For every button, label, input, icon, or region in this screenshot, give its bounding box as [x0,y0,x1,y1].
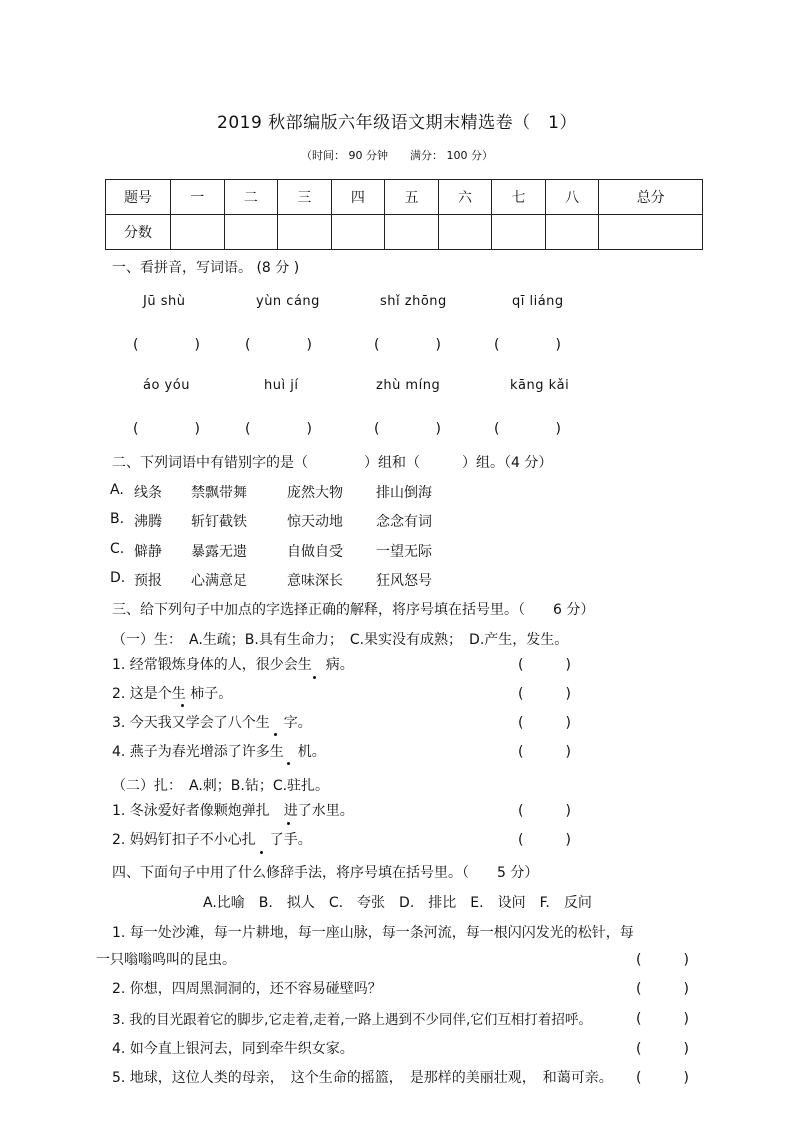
section2-heading: 二、下列词语中有错别字的是（ ）组和（ ）组。（4 分） [112,455,553,471]
table-cell: 二 [224,180,278,215]
score-cell[interactable] [492,215,546,250]
table-cell: 八 [545,180,599,215]
question-item: 2. 妈妈钉扣子不小心扎 了手。 [112,832,312,848]
answer-blank[interactable]: ( ) [518,686,571,702]
option-word: 沸腾 [134,514,162,530]
pinyin: shǐ zhōng [380,294,447,309]
option-word: 斩钉截铁 [191,514,247,530]
pinyin: áo yóu [143,378,190,393]
section3-sub1: （一）生： A.生疏；B.具有生命力； C.果实没有成熟； D.产生，发生。 [112,632,569,648]
emphasis-dot [260,851,263,854]
option-word: 自做自受 [287,544,343,560]
question-item: 2. 你想，四周黑洞洞的，还不容易碰壁吗？ [112,981,382,997]
answer-blank[interactable]: ( ) [518,657,571,673]
question-item: 4. 如今直上银河去，同到牵牛织女家。 [112,1041,354,1057]
option-word: 暴露无遗 [191,544,247,560]
pinyin: huì jí [264,378,299,393]
answer-blank[interactable]: ( ) [636,981,689,997]
score-cell[interactable] [545,215,599,250]
option-word: 狂风怒号 [376,573,432,589]
section3-sub2: （二）扎： A.刺；B.钻；C.驻扎。 [112,778,330,794]
option-letter: D. [110,570,126,586]
score-table [105,179,703,250]
pinyin: Jū shù [143,294,186,309]
pinyin: kāng kǎi [510,378,570,393]
table-cell: 一 [171,180,225,215]
question-item: 4. 燕子为春光增添了许多生 机。 [112,744,326,760]
option-word: 预报 [134,573,162,589]
emphasis-dot [313,676,316,679]
option-word: 惊天动地 [287,514,343,530]
page-title: 2019 秋部编版六年级语文期末精选卷（ 1） [217,113,577,133]
question-item: 3. 今天我又学会了八个生 字。 [112,715,312,731]
score-cell[interactable] [331,215,385,250]
score-cell[interactable] [278,215,332,250]
option-word: 庞然大物 [287,485,343,501]
option-word: 意味深长 [287,573,343,589]
question-item: 1. 冬泳爱好者像颗炮弹扎 进了水里。 [112,803,354,819]
question-item: 1. 经常锻炼身体的人，很少会生 病。 [112,657,354,673]
answer-blank[interactable]: ( ) [133,421,200,437]
pinyin: yùn cáng [256,294,320,309]
answer-blank[interactable]: ( ) [518,744,571,760]
emphasis-dot [274,733,277,736]
answer-blank[interactable]: ( ) [636,1041,689,1057]
question-item: 5. 地球，这位人类的母亲， 这个生命的摇篮， 是那样的美丽壮观， 和蔼可亲。 [112,1070,613,1086]
score-cell[interactable] [599,215,703,250]
option-word: 一望无际 [376,544,432,560]
score-cell[interactable] [224,215,278,250]
emphasis-dot [181,704,184,707]
option-word: 排山倒海 [376,485,432,501]
option-word: 线条 [134,485,162,501]
question-item: 2. 这是个生 柿子。 [112,686,233,702]
answer-blank[interactable]: ( ) [636,1011,689,1027]
section3-heading: 三、给下列句子中加点的字选择正确的解释，将序号填在括号里。（ 6 分） [112,602,595,618]
score-cell[interactable] [385,215,439,250]
table-cell: 总分 [599,180,703,215]
option-letter: C. [110,541,125,557]
answer-blank[interactable]: ( ) [245,421,312,437]
section4-heading: 四、下面句子中用了什么修辞手法，将序号填在括号里。（ 5 分） [112,865,539,881]
answer-blank[interactable]: ( ) [245,337,312,353]
table-cell: 题号 [106,180,171,215]
pinyin: zhù míng [376,378,441,393]
table-cell: 五 [385,180,439,215]
question-item-continued: 一只嗡嗡鸣叫的昆虫。 [96,952,236,968]
option-word: 心满意足 [191,573,247,589]
section1-heading: 一、看拼音，写词语。 (8 分 ) [112,260,300,276]
score-table-score-row [106,215,703,250]
table-cell: 四 [331,180,385,215]
option-word: 禁飘带舞 [191,485,247,501]
table-cell: 三 [278,180,332,215]
table-cell: 分数 [106,215,171,250]
answer-blank[interactable]: ( ) [518,715,571,731]
score-cell[interactable] [438,215,492,250]
table-cell: 六 [438,180,492,215]
option-letter: B. [110,511,125,527]
emphasis-dot [287,822,290,825]
answer-blank[interactable]: ( ) [636,952,689,968]
rhetoric-choices: A.比喻 B. 拟人 C. 夸张 D. 排比 E. 设问 F. 反问 [203,895,592,911]
question-item: 3. 我的目光跟着它的脚步,它走着,走着,一路上遇到不少同伴,它们互相打着招呼。 [112,1012,592,1028]
answer-blank[interactable]: ( ) [518,803,571,819]
answer-blank[interactable]: ( ) [636,1070,689,1086]
answer-blank[interactable]: ( ) [374,421,441,437]
answer-blank[interactable]: ( ) [494,421,561,437]
option-word: 念念有词 [376,514,432,530]
option-letter: A. [110,482,124,498]
answer-blank[interactable]: ( ) [494,337,561,353]
answer-blank[interactable]: ( ) [374,337,441,353]
pinyin: qī liáng [512,294,564,309]
score-table-header-row [106,180,703,215]
option-word: 僻静 [134,544,162,560]
table-cell: 七 [492,180,546,215]
answer-blank[interactable]: ( ) [518,832,571,848]
exam-info: （时间： 90 分钟 满分： 100 分） [301,149,493,162]
answer-blank[interactable]: ( ) [133,337,200,353]
emphasis-dot [287,762,290,765]
score-cell[interactable] [171,215,225,250]
question-item: 1. 每一处沙滩，每一片耕地，每一座山脉，每一条河流，每一根闪闪发光的松针，每 [112,925,634,941]
